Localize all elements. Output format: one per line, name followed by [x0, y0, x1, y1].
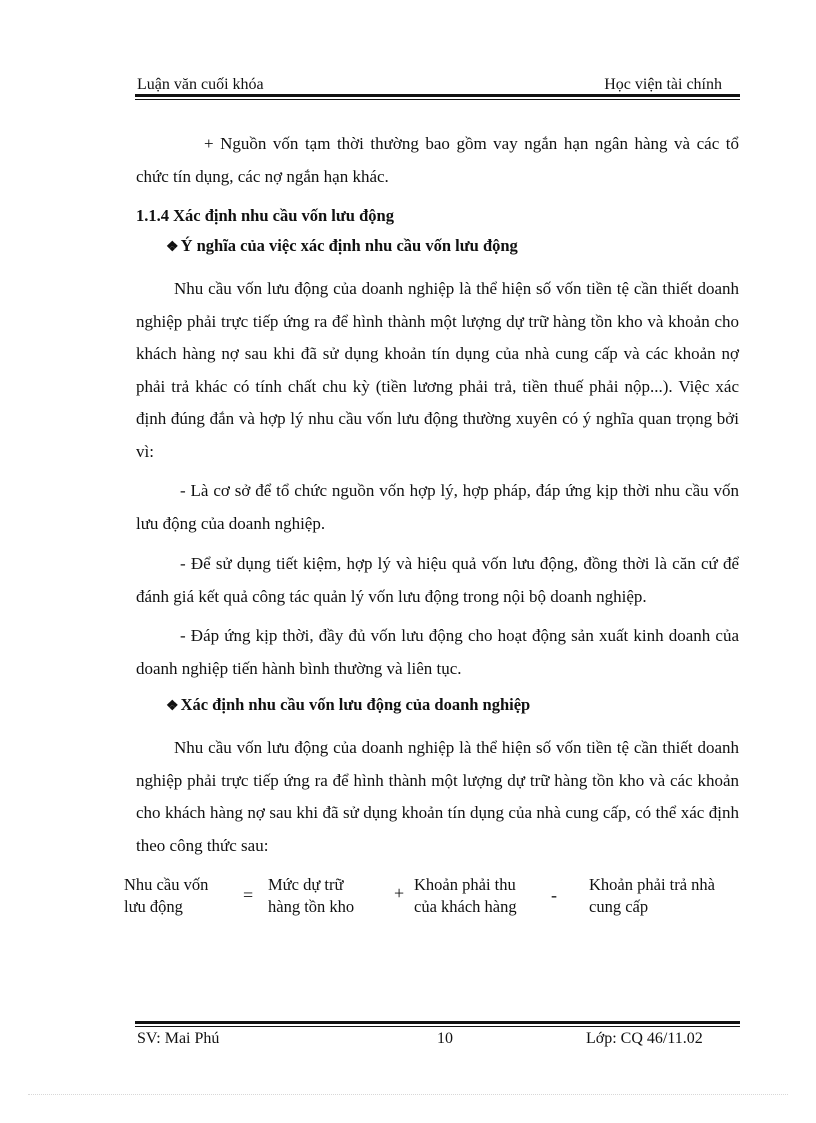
bullet-diamond-icon: ❖	[166, 699, 179, 714]
formula-term-receivables	[414, 874, 517, 918]
footer-class: Lớp: CQ 46/11.02	[586, 1030, 703, 1047]
formula-term4-line2: cung cấp	[589, 897, 649, 916]
footer-rule-thick	[135, 1021, 740, 1024]
formula-equals: =	[243, 885, 254, 905]
subheading-determination-text: Xác định nhu cầu vốn lưu động của doanh nghiệp	[180, 695, 531, 714]
footer-student: SV: Mai Phú	[137, 1030, 220, 1047]
footer-page-number: 10	[437, 1030, 453, 1047]
page-header	[135, 74, 740, 96]
formula-term4-line1: Khoản phải trả nhà	[589, 875, 715, 894]
paragraph-point-2: - Để sử dụng tiết kiệm, hợp lý và hiệu quả vốn lưu động, đồng thời là căn cứ để đánh giá kết quả công tác quản lý vốn lưu động trong nội bộ doanh nghiệp.	[136, 554, 739, 606]
paragraph-temporary-capital: + Nguồn vốn tạm thời thường bao gồm vay ngắn hạn ngân hàng và các tổ chức tín dụng, các nợ ngắn hạn khác.	[136, 134, 739, 186]
paragraph-formula-intro: Nhu cầu vốn lưu động của doanh nghiệp là thể hiện số vốn tiền tệ cần thiết doanh nghiệp phải trực tiếp ứng ra để hình thành một lượng dự trữ hàng tồn kho và các khoản cho khách hàng nợ sau khi đã sử dụng khoản tín dụng của nhà cung cấp, có thể xác định theo công thức sau:	[136, 738, 739, 855]
formula-term3-line2: của khách hàng	[414, 897, 517, 916]
bottom-dotted-divider	[28, 1094, 788, 1095]
paragraph-point-3: - Đáp ứng kịp thời, đầy đủ vốn lưu động cho hoạt động sản xuất kinh doanh của doanh nghiệp tiến hành bình thường và liên tục.	[136, 626, 739, 678]
formula-plus: +	[394, 883, 405, 903]
formula-term-payables	[589, 874, 715, 918]
paragraph-definition: Nhu cầu vốn lưu động của doanh nghiệp là thể hiện số vốn tiền tệ cần thiết doanh nghiệp phải trực tiếp ứng ra để hình thành một lượng dự trữ hàng tồn kho và khoản cho khách hàng nợ sau khi đã sử dụng khoản tín dụng của nhà cung cấp và các khoản nợ phải trả khác có tính chất chu kỳ (tiền lương phải trả, tiền thuế phải nộp...). Việc xác định đúng đắn và hợp lý nhu cầu vốn lưu động thường xuyên có ý nghĩa quan trọng bởi vì:	[136, 279, 739, 461]
formula-term2-line1: Mức dự trữ	[268, 875, 344, 894]
formula-term1-line2: lưu động	[124, 897, 183, 916]
formula-term1-line1: Nhu cầu vốn	[124, 875, 209, 894]
header-rule-thick	[135, 94, 740, 97]
subheading-meaning	[166, 236, 518, 256]
header-institution: Học viện tài chính	[604, 76, 722, 93]
formula-term-inventory	[268, 874, 354, 918]
bullet-diamond-icon: ❖	[166, 240, 179, 255]
paragraph-point-1: - Là cơ sở để tổ chức nguồn vốn hợp lý, hợp pháp, đáp ứng kịp thời nhu cầu vốn lưu động của doanh nghiệp.	[136, 481, 739, 533]
formula-term3-line1: Khoản phải thu	[414, 875, 516, 894]
header-thesis-title: Luận văn cuối khóa	[137, 76, 264, 93]
section-heading: 1.1.4 Xác định nhu cầu vốn lưu động	[136, 206, 394, 225]
subheading-determination	[166, 695, 530, 715]
formula-term2-line2: hàng tồn kho	[268, 897, 355, 916]
formula-minus: -	[551, 885, 557, 905]
formula-term-working-capital	[124, 874, 208, 918]
footer-rule-thin	[135, 1026, 740, 1027]
header-rule-thin	[135, 99, 740, 100]
subheading-meaning-text: Ý nghĩa của việc xác định nhu cầu vốn lưu động	[180, 236, 518, 255]
